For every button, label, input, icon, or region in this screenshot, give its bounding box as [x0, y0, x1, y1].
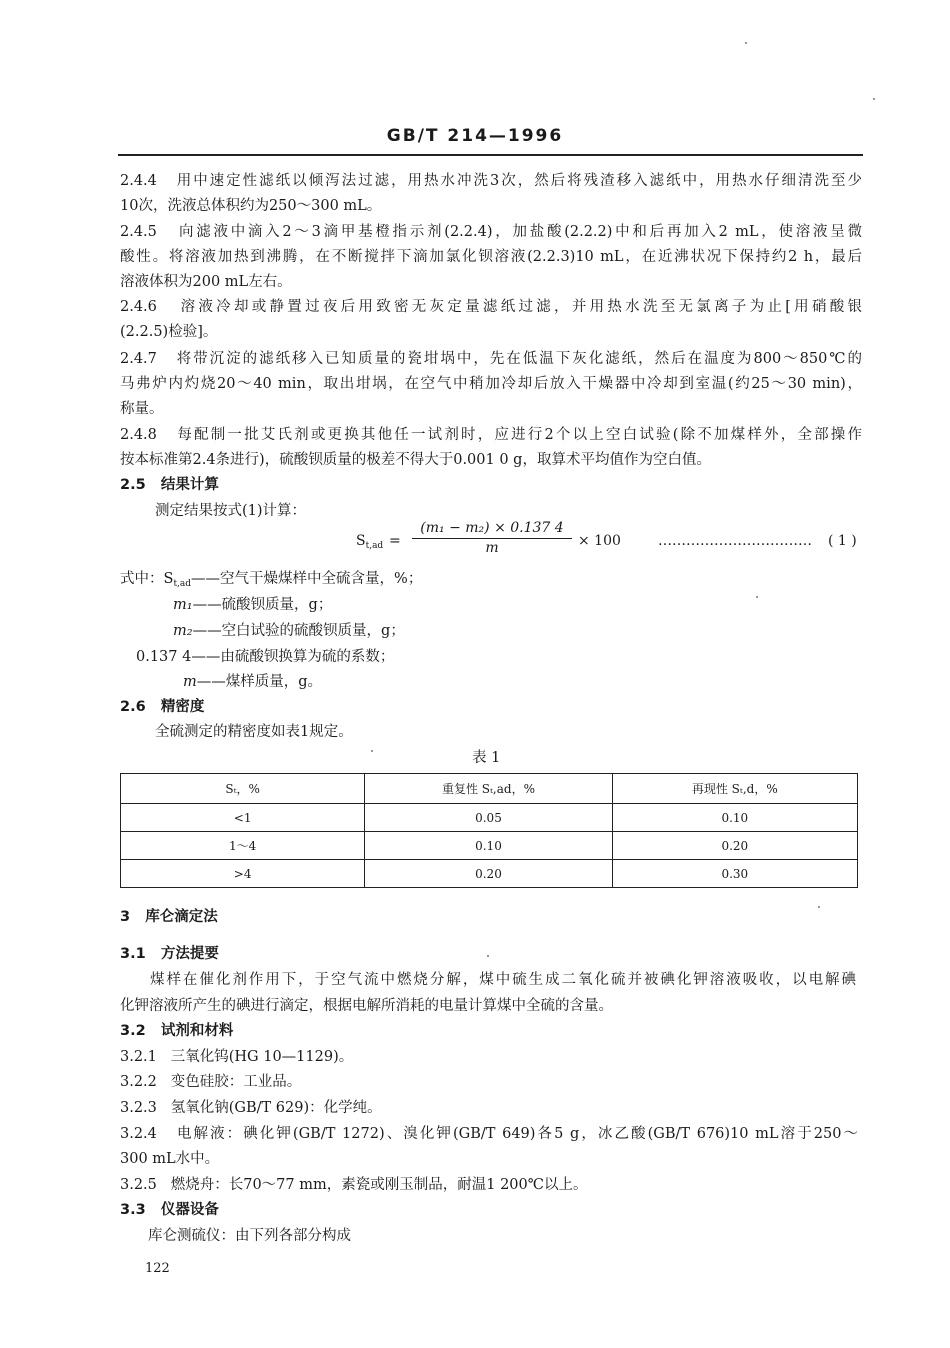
section-number: 3	[120, 909, 131, 925]
legend-desc: ——煤样质量，g。	[196, 674, 323, 690]
legend-m1	[173, 595, 332, 615]
clause-number: 2.4.4	[120, 173, 157, 189]
clause-text: 马弗炉内灼烧20～40 min，取出坩埚，在空气中稍加冷却后放入干燥器中冷却到室温(约25～30 min)，	[120, 376, 862, 392]
para-2-4-5-line1	[120, 222, 862, 242]
clause-text: 溶液冷却或静置过夜后用致密无灰定量滤纸过滤，并用热水洗至无氯离子为止[用硝酸银	[180, 299, 863, 315]
section-title: 仪器设备	[160, 1202, 219, 1218]
section-2-5-intro: 测定结果按式(1)计算：	[155, 503, 307, 519]
clause-text: 每配制一批艾氏剂或更换其他任一试剂时，应进行2个以上空白试验(除不加煤样外，全部操作	[177, 427, 862, 443]
clause-text: 用中速定性滤纸以倾泻法过滤，用热水冲洗3次，然后将残渣移入滤纸中，用热水仔细清洗至少	[176, 173, 862, 189]
legend-symbol: m	[183, 674, 197, 690]
para-2-4-5-line2	[120, 247, 862, 267]
table-cell: >4	[121, 860, 365, 888]
table-cell: 1～4	[121, 832, 365, 860]
legend-desc: ——由硫酸钡换算为硫的系数；	[191, 649, 395, 665]
legend-desc: ——空白试验的硫酸钡质量，g；	[192, 623, 405, 639]
header-rule	[118, 154, 863, 156]
para-2-4-7-line3: 称量。	[120, 401, 164, 417]
table-caption: 表 1	[472, 750, 501, 766]
legend-m	[183, 672, 322, 692]
chapter-3-heading	[120, 907, 218, 927]
clause-number: 3.2.3	[120, 1100, 157, 1116]
table-cell: 0.20	[612, 832, 857, 860]
page-header: GB/T 214—1996	[386, 126, 564, 146]
para-2-4-8-line1	[120, 425, 862, 445]
clause-text: 将带沉淀的滤纸移入已知质量的瓷坩埚中，先在低温下灰化滤纸，然后在温度为800～850℃的	[176, 351, 863, 367]
section-3-3-intro: 库仑测硫仪：由下列各部分构成	[148, 1228, 351, 1244]
legend-desc: ——空气干燥煤样中全硫含量，%；	[191, 571, 423, 587]
legend-symbol: m₁	[173, 597, 193, 613]
scan-speck	[487, 955, 489, 957]
table-header-row	[121, 774, 858, 804]
table-row	[121, 860, 858, 888]
item-3-2-5	[120, 1175, 587, 1195]
para-2-4-5-line3: 溶液体积为200 mL左右。	[120, 274, 292, 290]
clause-number: 2.4.6	[120, 299, 157, 315]
legend-intro: 式中：	[120, 571, 164, 587]
clause-text: 酸性。将溶液加热到沸腾，在不断搅拌下滴加氯化钡溶液(2.2.3)10 mL，在近沸状况下保持约2 h，最后	[120, 249, 862, 265]
section-title: 精密度	[160, 699, 205, 715]
formula-denominator: m	[485, 540, 499, 556]
section-3-2-heading	[120, 1021, 233, 1041]
para-2-4-7-line2	[120, 374, 862, 394]
section-title: 试剂和材料	[160, 1023, 234, 1039]
scan-speck	[371, 750, 373, 752]
clause-text: 氢氧化钠(GB/T 629)：化学纯。	[170, 1100, 382, 1116]
scan-speck	[745, 42, 747, 44]
table-header-cell: Sₜ，%	[121, 774, 365, 804]
para-2-4-6-line2: (2.2.5)检验]。	[120, 324, 218, 340]
legend-symbol: $S_{t,ad}$	[163, 571, 192, 589]
table-cell: <1	[121, 804, 365, 832]
formula-times: × 100	[578, 533, 621, 549]
scan-speck	[873, 98, 875, 100]
section-2-5-heading	[120, 475, 219, 495]
formula-number: ( 1 )	[828, 533, 857, 549]
section-title: 库仑滴定法	[145, 909, 218, 925]
table-cell: 0.30	[612, 860, 857, 888]
para-3-1-line1	[150, 970, 856, 990]
precision-table	[120, 773, 858, 888]
table-row	[121, 804, 858, 832]
section-3-3-heading	[120, 1200, 219, 1220]
section-title: 结果计算	[160, 477, 219, 493]
table-header-cell: 重复性 Sₜ,ad，%	[365, 774, 612, 804]
formula-1	[356, 520, 866, 564]
clause-number: 3.2.2	[120, 1074, 157, 1090]
clause-number: 2.4.5	[120, 224, 157, 240]
legend-symbol: 0.137 4	[136, 649, 192, 665]
para-2-4-7-line1	[120, 349, 862, 369]
section-number: 2.5	[120, 477, 146, 493]
table-row	[121, 832, 858, 860]
section-2-6-intro: 全硫测定的精密度如表1规定。	[155, 724, 353, 740]
para-2-4-8-line2: 按本标准第2.4条进行)，硫酸钡质量的极差不得大于0.001 0 g，取算术平均值作为空白值。	[120, 452, 711, 468]
formula-leader-dots: ……………………………	[658, 533, 812, 549]
table-cell: 0.10	[365, 832, 612, 860]
formula-lhs: $S_{t,ad}$	[356, 533, 384, 551]
clause-number: 3.2.5	[120, 1177, 157, 1193]
para-2-4-4-line1	[120, 171, 862, 191]
item-3-2-2	[120, 1072, 301, 1092]
clause-text: 向滤液中滴入2～3滴甲基橙指示剂(2.2.4)，加盐酸(2.2.2)中和后再加入2 mL，使溶液呈微	[178, 224, 863, 240]
section-number: 3.2	[120, 1023, 146, 1039]
legend-coefficient	[136, 647, 394, 667]
section-3-1-heading	[120, 944, 219, 964]
clause-number: 3.2.1	[120, 1049, 157, 1065]
legend-symbol: m₂	[173, 623, 193, 639]
clause-number: 3.2.4	[120, 1126, 157, 1142]
clause-number: 2.4.7	[120, 351, 157, 367]
formula-fraction	[412, 520, 572, 556]
section-number: 2.6	[120, 699, 146, 715]
section-2-6-heading	[120, 697, 204, 717]
clause-text: 变色硅胶：工业品。	[170, 1074, 302, 1090]
item-3-2-4-line1	[120, 1124, 858, 1144]
section-number: 3.1	[120, 946, 146, 962]
table-cell: 0.10	[612, 804, 857, 832]
section-number: 3.3	[120, 1202, 146, 1218]
para-3-1-line2: 化钾溶液所产生的碘进行滴定，根据电解所消耗的电量计算煤中全硫的含量。	[120, 998, 613, 1014]
legend-desc: ——硫酸钡质量，g；	[192, 597, 333, 613]
table-header-cell: 再现性 Sₜ,d，%	[612, 774, 857, 804]
item-3-2-3	[120, 1098, 382, 1118]
formula-numerator: (m₁ − m₂) × 0.137 4	[412, 520, 572, 539]
clause-number: 2.4.8	[120, 427, 157, 443]
table-cell: 0.20	[365, 860, 612, 888]
legend-m2	[173, 621, 405, 641]
scan-speck	[818, 906, 820, 908]
legend-s	[120, 569, 422, 594]
page-number: 122	[145, 1261, 170, 1276]
clause-text: 三氧化钨(HG 10—1129)。	[170, 1049, 354, 1065]
clause-text: 燃烧舟：长70～77 mm，素瓷或刚玉制品，耐温1 200℃以上。	[170, 1177, 588, 1193]
clause-text: 电解液：碘化钾(GB/T 1272)、溴化钾(GB/T 649)各5 g，冰乙酸(GB/T 676)10 mL溶于250～	[176, 1126, 859, 1142]
clause-text: 煤样在催化剂作用下，于空气流中燃烧分解，煤中硫生成二氧化硫并被碘化钾溶液吸收，以电解碘	[150, 972, 856, 988]
table-cell: 0.05	[365, 804, 612, 832]
item-3-2-1	[120, 1047, 353, 1067]
para-2-4-6-line1	[120, 297, 862, 317]
item-3-2-4-line2: 300 mL水中。	[120, 1151, 220, 1167]
formula-equals: =	[389, 533, 401, 549]
scan-speck	[756, 596, 758, 598]
section-title: 方法提要	[160, 946, 219, 962]
para-2-4-4-line2: 10次，洗液总体积约为250～300 mL。	[120, 198, 382, 214]
